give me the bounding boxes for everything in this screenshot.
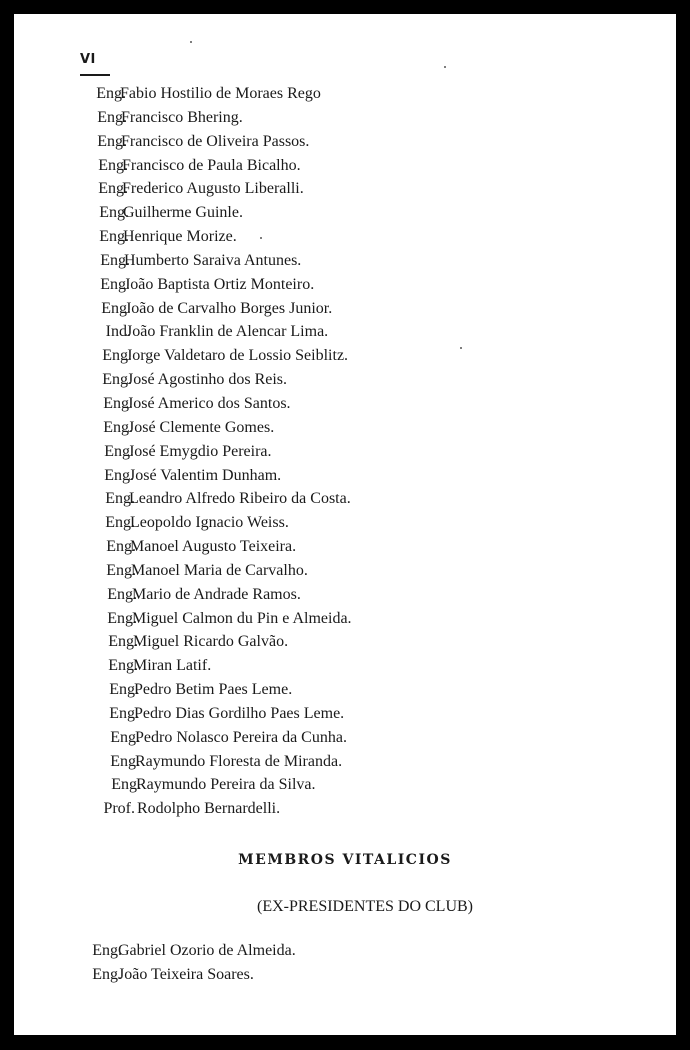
print-speck bbox=[190, 41, 192, 43]
member-title: Eng. bbox=[108, 633, 138, 651]
member-name: Manoel Maria de Carvalho. bbox=[131, 561, 308, 579]
member-name: José Emygdio Pereira. bbox=[128, 442, 272, 460]
member-title: Eng. bbox=[110, 752, 140, 770]
member-row bbox=[14, 440, 676, 464]
member-title: Eng. bbox=[110, 728, 140, 746]
member-row bbox=[14, 797, 676, 821]
member-title: Eng. bbox=[92, 942, 122, 959]
member-row bbox=[14, 416, 676, 440]
section-heading: MEMBROS VITALICIOS bbox=[238, 852, 452, 868]
member-title: Eng. bbox=[102, 371, 132, 389]
member-row bbox=[14, 273, 676, 297]
member-name: João Franklin de Alencar Lima. bbox=[126, 323, 329, 341]
member-title: Eng. bbox=[108, 657, 138, 675]
member-name: José Agostinho dos Reis. bbox=[127, 371, 288, 389]
member-title: Eng. bbox=[100, 251, 130, 269]
member-row bbox=[14, 464, 676, 488]
member-name: João Baptista Ortiz Monteiro. bbox=[124, 275, 315, 293]
member-title: Eng. bbox=[96, 85, 126, 102]
member-row bbox=[14, 678, 676, 702]
member-row bbox=[14, 511, 676, 535]
member-name: Frederico Augusto Liberalli. bbox=[122, 180, 304, 198]
vitalicios-list bbox=[14, 939, 676, 987]
member-title: Ind. bbox=[105, 323, 131, 341]
print-speck bbox=[460, 347, 462, 349]
member-row bbox=[14, 392, 676, 416]
member-title: Eng. bbox=[101, 299, 131, 317]
member-title: Eng. bbox=[98, 156, 128, 174]
member-row bbox=[14, 154, 676, 178]
member-name: Henrique Morize. bbox=[123, 228, 237, 246]
member-title: Eng. bbox=[104, 466, 134, 484]
member-row bbox=[14, 559, 676, 583]
member-row bbox=[14, 106, 676, 130]
member-row bbox=[14, 130, 676, 154]
member-name: João de Carvalho Borges Junior. bbox=[125, 299, 333, 317]
vitalicio-row bbox=[14, 963, 676, 987]
member-row bbox=[14, 630, 676, 654]
member-name: Francisco Bhering. bbox=[121, 108, 243, 126]
member-title: Eng. bbox=[111, 776, 141, 794]
member-row bbox=[14, 654, 676, 678]
member-name: Rodolpho Bernardelli. bbox=[137, 800, 281, 818]
member-title: Prof. bbox=[103, 800, 135, 818]
member-name: Leandro Alfredo Ribeiro da Costa. bbox=[129, 490, 351, 508]
member-title: Eng. bbox=[109, 704, 139, 722]
member-row bbox=[14, 750, 676, 774]
member-name: Francisco de Oliveira Passos. bbox=[121, 132, 310, 150]
member-name: Miguel Calmon du Pin e Almeida. bbox=[132, 609, 352, 627]
member-row bbox=[14, 344, 676, 368]
member-name: Pedro Nolasco Pereira da Cunha. bbox=[135, 728, 347, 746]
section-subheading: (EX-PRESIDENTES DO CLUB) bbox=[257, 898, 473, 915]
member-row bbox=[14, 368, 676, 392]
member-row bbox=[14, 583, 676, 607]
member-title: Eng. bbox=[92, 966, 122, 983]
member-row bbox=[14, 487, 676, 511]
member-name: Raymundo Pereira da Silva. bbox=[136, 776, 316, 794]
member-row bbox=[14, 607, 676, 631]
member-title: Eng. bbox=[102, 347, 132, 365]
member-title: Eng. bbox=[98, 180, 128, 198]
member-name: Humberto Saraiva Antunes. bbox=[124, 251, 302, 269]
member-title: Eng. bbox=[107, 585, 137, 603]
member-title: Eng. bbox=[97, 132, 127, 150]
member-row bbox=[14, 726, 676, 750]
member-title: Eng. bbox=[103, 418, 133, 436]
member-title: Eng. bbox=[97, 108, 127, 126]
member-row bbox=[14, 177, 676, 201]
member-title: Eng. bbox=[104, 442, 134, 460]
member-row bbox=[14, 225, 676, 249]
member-title: Eng. bbox=[106, 538, 136, 556]
member-name: Guilherme Guinle. bbox=[123, 204, 243, 222]
member-name: José Valentim Dunham. bbox=[129, 466, 282, 484]
member-row bbox=[14, 535, 676, 559]
member-name: Manoel Augusto Teixeira. bbox=[130, 538, 297, 556]
member-row bbox=[14, 320, 676, 344]
member-name: Francisco de Paula Bicalho. bbox=[122, 156, 301, 174]
member-name: José Clemente Gomes. bbox=[128, 418, 275, 436]
member-title: Eng. bbox=[100, 275, 130, 293]
print-speck bbox=[444, 66, 446, 68]
member-title: Eng. bbox=[99, 228, 129, 246]
member-title: Eng. bbox=[109, 681, 139, 699]
page-number: VI bbox=[80, 52, 96, 67]
member-name: João Teixeira Soares. bbox=[118, 966, 254, 983]
member-row bbox=[14, 702, 676, 726]
member-row bbox=[14, 249, 676, 273]
member-name: Leopoldo Ignacio Weiss. bbox=[130, 514, 289, 532]
member-name: Pedro Betim Paes Leme. bbox=[134, 681, 293, 699]
member-row bbox=[14, 773, 676, 797]
member-name: Pedro Dias Gordilho Paes Leme. bbox=[134, 704, 345, 722]
print-speck bbox=[260, 237, 262, 239]
member-name: Miran Latif. bbox=[133, 657, 212, 675]
member-row bbox=[14, 82, 676, 106]
member-name: Jorge Valdetaro de Lossio Seiblitz. bbox=[126, 347, 349, 365]
vitalicio-row bbox=[14, 939, 676, 963]
member-name: Gabriel Ozorio de Almeida. bbox=[118, 942, 296, 959]
member-row bbox=[14, 297, 676, 321]
member-name: Fabio Hostilio de Moraes Rego bbox=[120, 85, 321, 102]
member-title: Eng. bbox=[105, 490, 135, 508]
member-name: Raymundo Floresta de Miranda. bbox=[135, 752, 343, 770]
page-number-underline bbox=[80, 74, 110, 76]
member-title: Eng. bbox=[99, 204, 129, 222]
document-page bbox=[14, 14, 676, 1035]
members-list bbox=[14, 82, 676, 821]
member-name: José Americo dos Santos. bbox=[127, 394, 291, 412]
member-name: Mario de Andrade Ramos. bbox=[132, 585, 301, 603]
member-title: Eng. bbox=[106, 561, 136, 579]
member-title: Eng. bbox=[107, 609, 137, 627]
member-name: Miguel Ricardo Galvão. bbox=[133, 633, 289, 651]
member-row bbox=[14, 201, 676, 225]
member-title: Eng. bbox=[103, 394, 133, 412]
member-title: Eng. bbox=[105, 514, 135, 532]
